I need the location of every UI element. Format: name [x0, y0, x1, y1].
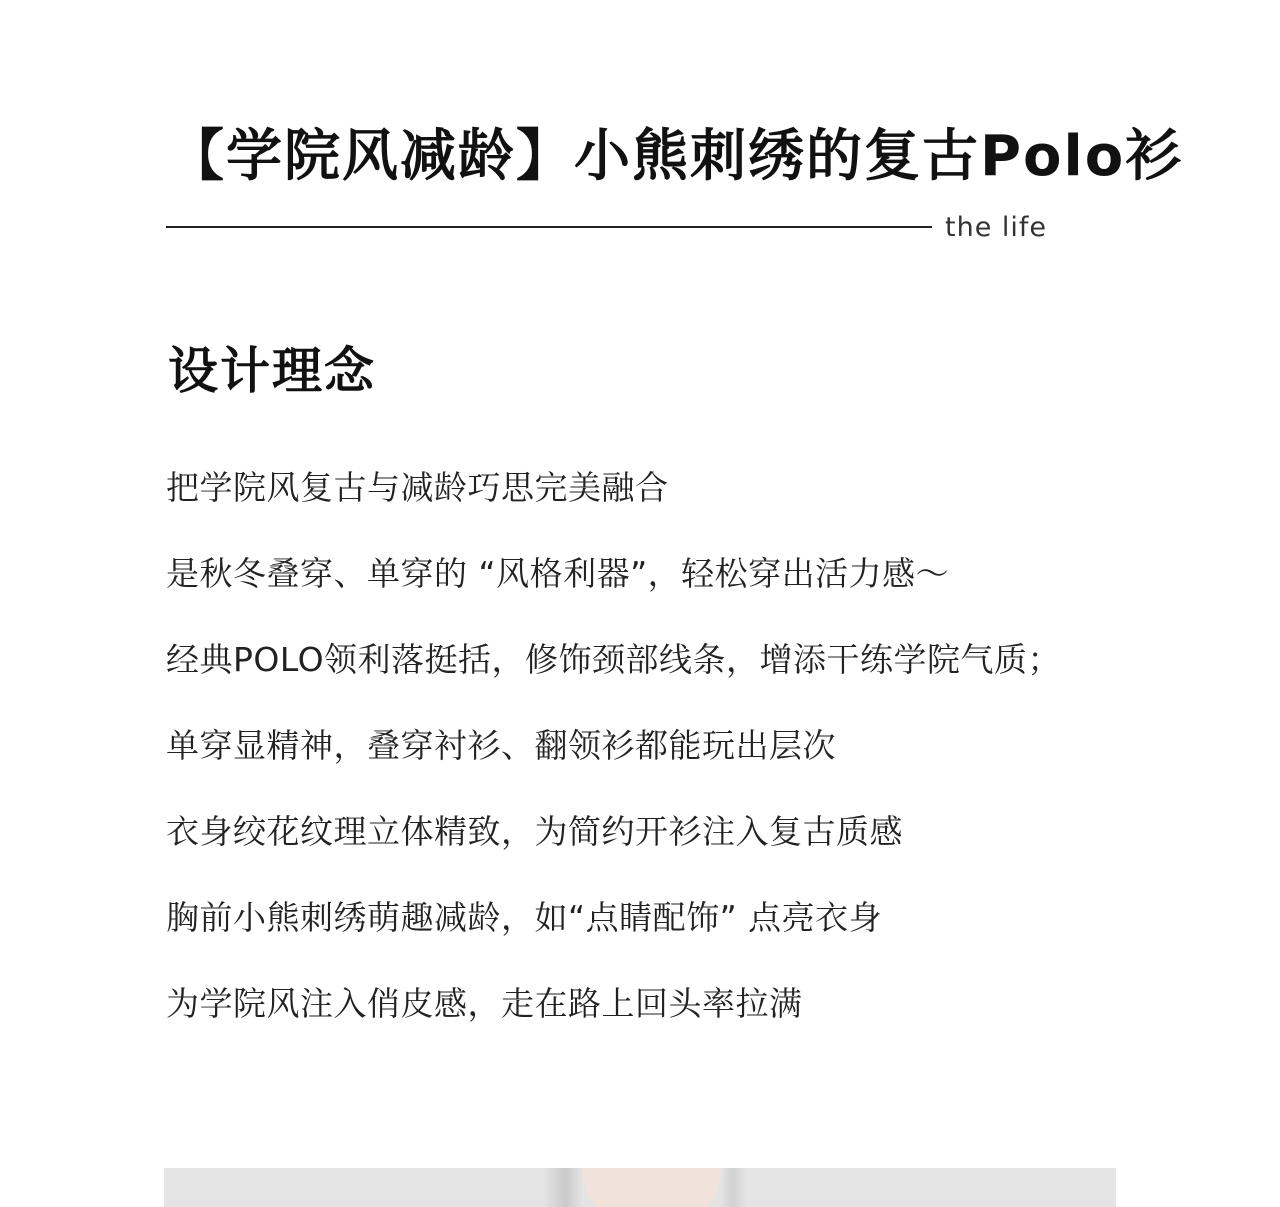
- design-line: 把学院风复古与减龄巧思完美融合: [166, 468, 669, 507]
- section-heading-design-concept: 设计理念: [168, 342, 376, 400]
- tagline: the life: [945, 212, 1048, 243]
- design-line: 胸前小熊刺绣萌趣减龄，如“点睛配饰” 点亮衣身: [166, 898, 883, 937]
- page-title: 【学院风减龄】小熊刺绣的复古Polo衫: [168, 124, 1184, 189]
- title-divider: [166, 226, 932, 228]
- photo-face: [582, 1168, 722, 1207]
- photo-hair-right: [720, 1168, 746, 1207]
- design-line: 衣身绞花纹理立体精致，为简约开衫注入复古质感: [166, 812, 903, 851]
- design-line: 经典POLO领利落挺括，修饰颈部线条，增添干练学院气质；: [166, 640, 1062, 679]
- design-line: 为学院风注入俏皮感，走在路上回头率拉满: [166, 984, 803, 1023]
- design-concept-list: [166, 463, 1266, 1065]
- design-line: 单穿显精神，叠穿衬衫、翻领衫都能玩出层次: [166, 726, 836, 765]
- design-line: 是秋冬叠穿、单穿的 “风格利器”，轻松穿出活力感～: [166, 554, 950, 593]
- model-photo: [164, 1168, 1116, 1207]
- photo-hair-left: [544, 1168, 584, 1207]
